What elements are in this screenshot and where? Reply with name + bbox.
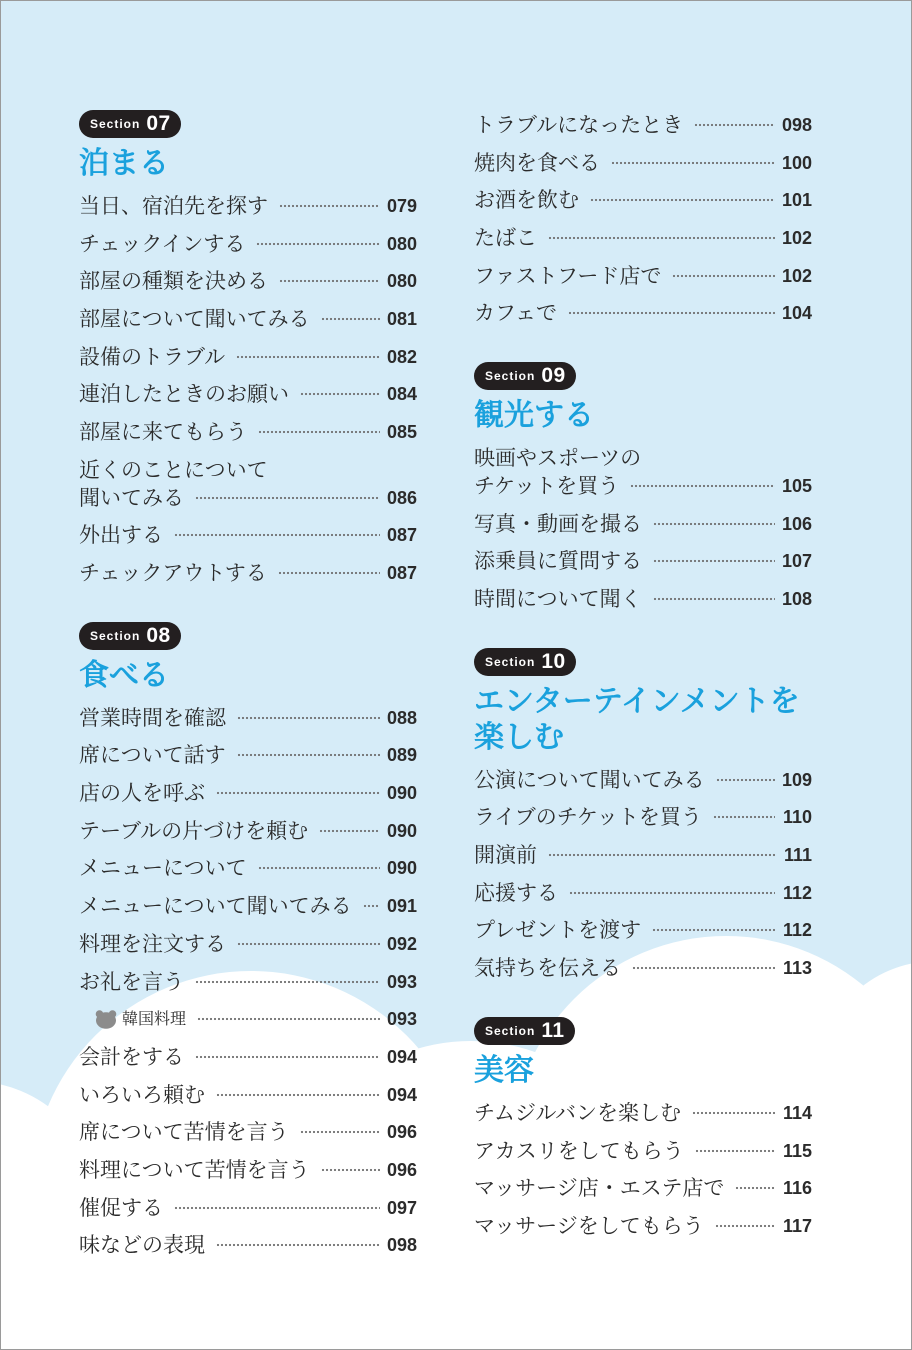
toc-entry-text: 設備のトラブル bbox=[79, 344, 226, 369]
page-number: 117 bbox=[782, 1215, 812, 1236]
dot-leader bbox=[321, 1168, 380, 1172]
toc-entry-text: 料理を注文する bbox=[79, 931, 226, 956]
dot-leader bbox=[692, 1111, 775, 1115]
toc-entry-text: 気持ちを伝える bbox=[474, 956, 621, 981]
toc-entry bbox=[79, 925, 417, 963]
toc-entry-line bbox=[474, 766, 812, 794]
toc-entry-text: 店の人を呼ぶ bbox=[79, 781, 205, 806]
section-badge-label: Section bbox=[485, 654, 536, 669]
page-number: 079 bbox=[386, 195, 417, 216]
toc-entry-line bbox=[79, 1194, 417, 1222]
page-number: 089 bbox=[386, 745, 417, 766]
toc-entry-line bbox=[474, 472, 812, 500]
toc-entry-text: 会計をする bbox=[79, 1044, 184, 1069]
toc-entry-text: 席について話す bbox=[79, 743, 226, 768]
dot-leader bbox=[216, 791, 380, 795]
page-number: 098 bbox=[781, 114, 812, 135]
dot-leader bbox=[653, 522, 775, 526]
toc-entry-line bbox=[474, 262, 812, 290]
dot-leader bbox=[279, 204, 380, 208]
section-badge bbox=[474, 648, 576, 676]
toc-left-column bbox=[79, 110, 417, 1264]
dot-leader bbox=[653, 559, 775, 563]
toc-entry-text: カフェで bbox=[474, 301, 557, 326]
page-number: 115 bbox=[782, 1140, 812, 1161]
toc-entry-text: 味などの表現 bbox=[79, 1233, 205, 1258]
section-badge-number: 10 bbox=[541, 649, 566, 673]
toc-entry-text: ライブのチケットを買う bbox=[474, 805, 702, 830]
dot-leader bbox=[216, 1093, 380, 1097]
toc-entry-line bbox=[474, 1174, 812, 1202]
toc-entry bbox=[79, 812, 417, 850]
toc-entry-line bbox=[474, 444, 812, 472]
toc-entry bbox=[474, 761, 812, 799]
toc-section bbox=[474, 1017, 812, 1245]
section-badge-number: 08 bbox=[146, 623, 171, 647]
toc-entry-line bbox=[79, 1231, 417, 1259]
section-badge-label: Section bbox=[90, 117, 141, 131]
toc-entry bbox=[474, 799, 812, 837]
section-title-line: 美容 bbox=[474, 1053, 534, 1088]
dot-leader bbox=[174, 1206, 380, 1210]
toc-entry bbox=[79, 262, 417, 300]
dot-leader bbox=[363, 904, 380, 908]
section-badge-number: 07 bbox=[146, 112, 171, 135]
section-title bbox=[474, 1053, 812, 1089]
dot-leader bbox=[632, 966, 775, 970]
section-badge bbox=[79, 110, 181, 138]
dot-leader bbox=[300, 392, 380, 396]
section-title-line: 観光する bbox=[474, 398, 594, 434]
toc-entry-text: 外出する bbox=[79, 523, 163, 548]
page-number: 087 bbox=[386, 525, 417, 546]
section-title-line: エンターテインメントを bbox=[474, 683, 800, 719]
toc-entry bbox=[79, 774, 417, 812]
toc-entry-text: 焼肉を食べる bbox=[474, 150, 600, 175]
toc-entry-text: アカスリをしてもらう bbox=[474, 1138, 684, 1163]
toc-entry bbox=[79, 187, 417, 225]
dot-leader bbox=[548, 236, 775, 240]
toc-entry bbox=[79, 300, 417, 338]
toc-entry-line bbox=[79, 968, 417, 996]
dot-leader bbox=[568, 311, 775, 315]
toc-entry bbox=[79, 1227, 417, 1265]
toc-entry bbox=[79, 963, 417, 1001]
toc-entry-line bbox=[79, 854, 417, 882]
section-title bbox=[474, 684, 812, 756]
toc-entry-text: 公演について聞いてみる bbox=[474, 767, 705, 792]
dot-leader bbox=[258, 866, 380, 870]
dot-leader bbox=[652, 928, 775, 932]
page-number: 088 bbox=[386, 707, 417, 728]
dot-leader bbox=[548, 853, 775, 857]
toc-entry-line bbox=[79, 930, 417, 958]
section-badge-label: Section bbox=[485, 369, 536, 384]
toc-entry bbox=[474, 580, 812, 618]
dot-leader bbox=[319, 829, 380, 833]
toc-entry bbox=[474, 106, 812, 144]
toc-entry bbox=[474, 1132, 812, 1170]
toc-entry bbox=[79, 338, 417, 376]
toc-entry-line bbox=[474, 149, 812, 177]
toc-entry bbox=[79, 413, 417, 451]
toc-entry-text: 添乗員に質問する bbox=[474, 549, 642, 574]
toc-entry-line bbox=[79, 1005, 417, 1033]
toc-entry-line bbox=[474, 111, 812, 139]
dot-leader bbox=[716, 778, 775, 782]
toc-entry-text: 開演前 bbox=[474, 843, 537, 868]
dot-leader bbox=[695, 1149, 775, 1153]
toc-entry-text: 催促する bbox=[79, 1195, 163, 1220]
section-badge-label: Section bbox=[90, 628, 141, 643]
toc-entry bbox=[474, 874, 812, 912]
toc-entry bbox=[79, 554, 417, 592]
toc-entry bbox=[79, 850, 417, 888]
section-badge bbox=[474, 362, 576, 390]
page-number: 110 bbox=[782, 807, 812, 828]
page-number: 114 bbox=[782, 1102, 812, 1123]
toc-entry-text: メニューについて bbox=[79, 856, 247, 881]
toc-entry-text: テーブルの片づけを頼む bbox=[79, 818, 309, 843]
toc-entry-line bbox=[79, 741, 417, 769]
page-number: 093 bbox=[386, 1009, 417, 1030]
toc-sub-entry bbox=[79, 1000, 417, 1038]
toc-right-column bbox=[474, 106, 812, 1245]
dot-leader bbox=[279, 279, 380, 283]
toc-entry-line bbox=[79, 559, 417, 587]
page-number: 090 bbox=[386, 858, 417, 879]
dot-leader bbox=[611, 161, 775, 165]
toc-entry bbox=[79, 737, 417, 775]
toc-entry-line bbox=[474, 547, 812, 575]
page-number: 082 bbox=[386, 346, 417, 367]
dot-leader bbox=[195, 1055, 380, 1059]
dot-leader bbox=[735, 1186, 775, 1190]
toc-entry bbox=[79, 375, 417, 413]
toc-entry-line bbox=[474, 224, 812, 252]
dot-leader bbox=[174, 533, 380, 537]
section-title-line: 楽しむ bbox=[474, 719, 564, 755]
dot-leader bbox=[236, 355, 380, 359]
dot-leader bbox=[197, 1017, 380, 1021]
toc-entry-line bbox=[474, 299, 812, 327]
toc-entry-text: 席について苦情を言う bbox=[79, 1120, 289, 1145]
toc-entry-text: ファストフード店で bbox=[474, 263, 662, 288]
toc-entry-line bbox=[474, 1099, 812, 1127]
section-badge bbox=[474, 1017, 575, 1045]
toc-entry-text: 韓国料理 bbox=[122, 1009, 187, 1029]
toc-entry bbox=[474, 1094, 812, 1132]
section-badge bbox=[79, 622, 181, 650]
page-number: 090 bbox=[386, 783, 417, 804]
toc-entry-line bbox=[474, 954, 812, 982]
page-number: 112 bbox=[782, 882, 812, 903]
toc-entry-text: 写真・動画を撮る bbox=[474, 511, 642, 536]
page-number: 080 bbox=[386, 271, 417, 292]
dot-leader bbox=[237, 942, 380, 946]
toc-entry-text: トラブルになったとき bbox=[474, 112, 684, 137]
section-title bbox=[474, 398, 812, 434]
toc-entry-text: チェックインする bbox=[79, 231, 246, 256]
toc-entry bbox=[474, 144, 812, 182]
toc-entry bbox=[79, 699, 417, 737]
toc-entry-text: 料理について苦情を言う bbox=[79, 1157, 310, 1182]
toc-entry-text: 連泊したときのお願い bbox=[79, 382, 289, 407]
page-number: 106 bbox=[781, 513, 812, 534]
dot-leader bbox=[630, 484, 775, 488]
dot-leader bbox=[258, 430, 380, 434]
toc-entry-text: メニューについて聞いてみる bbox=[79, 894, 352, 919]
toc-entry-line bbox=[79, 1118, 417, 1146]
toc-entry-line bbox=[79, 267, 417, 295]
page-number: 116 bbox=[782, 1178, 812, 1199]
toc-entry-line bbox=[474, 186, 812, 214]
bear-icon bbox=[95, 1005, 117, 1033]
section-title-line: 食べる bbox=[79, 657, 169, 693]
page-number: 100 bbox=[781, 152, 812, 173]
toc-entry bbox=[79, 451, 417, 517]
toc-entry-text: 映画やスポーツの bbox=[474, 445, 642, 470]
toc-entry bbox=[474, 181, 812, 219]
dot-leader bbox=[237, 753, 380, 757]
toc-entry-line bbox=[79, 305, 417, 333]
dot-leader bbox=[256, 242, 380, 246]
page-number: 102 bbox=[781, 227, 812, 248]
section-title bbox=[79, 658, 417, 694]
toc-entry bbox=[474, 1207, 812, 1245]
dot-leader bbox=[569, 891, 775, 895]
page-number: 112 bbox=[782, 920, 812, 941]
toc-entry bbox=[474, 1169, 812, 1207]
section-badge-number: 11 bbox=[541, 1019, 565, 1042]
toc-entry bbox=[79, 1151, 417, 1189]
toc-section bbox=[79, 622, 417, 1264]
page-number: 111 bbox=[783, 845, 812, 866]
toc-entry bbox=[79, 1076, 417, 1114]
toc-entry-text: いろいろ頼む bbox=[79, 1082, 205, 1107]
toc-entry-line bbox=[79, 521, 417, 549]
toc-entry-text: 時間について聞く bbox=[474, 587, 642, 612]
toc-entry-text: 営業時間を確認 bbox=[79, 705, 226, 730]
toc-entry-line bbox=[474, 879, 812, 907]
page-number: 113 bbox=[782, 958, 812, 979]
page-number: 096 bbox=[386, 1159, 417, 1180]
toc-entry-text: チケットを買う bbox=[474, 473, 620, 498]
dot-leader bbox=[653, 597, 775, 601]
toc-entry-text: マッサージ店・エステ店で bbox=[474, 1176, 725, 1201]
toc-entry-text: 当日、宿泊先を探す bbox=[79, 193, 268, 218]
toc-entry-text: たばこ bbox=[474, 225, 537, 250]
toc-entry-text: お礼を言う bbox=[79, 969, 184, 994]
toc-entry-text: チムジルバンを楽しむ bbox=[474, 1100, 681, 1125]
dot-leader bbox=[216, 1243, 380, 1247]
toc-entry bbox=[79, 887, 417, 925]
page-number: 090 bbox=[386, 820, 417, 841]
page-number: 107 bbox=[781, 551, 812, 572]
page-number: 086 bbox=[386, 487, 417, 508]
toc-section bbox=[474, 106, 812, 332]
toc-entry bbox=[474, 543, 812, 581]
toc-entry-line bbox=[474, 841, 812, 869]
toc-section bbox=[474, 648, 812, 987]
section-title-line: 泊まる bbox=[79, 146, 169, 181]
dot-leader bbox=[195, 980, 380, 984]
toc-entry-text: 部屋に来てもらう bbox=[79, 419, 247, 444]
page-number: 104 bbox=[781, 303, 812, 324]
toc-entry-text: 応援する bbox=[474, 880, 558, 905]
page-number: 098 bbox=[386, 1235, 417, 1256]
page-number: 087 bbox=[386, 563, 417, 584]
toc-entry-line bbox=[79, 418, 417, 446]
dot-leader bbox=[672, 274, 775, 278]
page-number: 094 bbox=[386, 1084, 417, 1105]
toc-entry-line bbox=[79, 1156, 417, 1184]
toc-entry-line bbox=[79, 704, 417, 732]
toc-entry bbox=[79, 1038, 417, 1076]
toc-entry-text: 部屋の種類を決める bbox=[79, 269, 268, 294]
toc-entry-line bbox=[79, 779, 417, 807]
toc-entry bbox=[474, 257, 812, 295]
toc-entry-line bbox=[474, 916, 812, 944]
toc-entry-line bbox=[79, 1081, 417, 1109]
toc-entry-line bbox=[79, 192, 417, 220]
toc-entry bbox=[474, 949, 812, 987]
toc-entry-line bbox=[474, 510, 812, 538]
toc-entry-text: プレゼントを渡す bbox=[474, 918, 642, 943]
toc-entry-line bbox=[79, 892, 417, 920]
toc-entry-line bbox=[79, 456, 417, 484]
toc-entry-line bbox=[79, 380, 417, 408]
page-number: 091 bbox=[386, 896, 417, 917]
toc-entry-text: 部屋について聞いてみる bbox=[79, 306, 310, 331]
page-number: 109 bbox=[781, 769, 812, 790]
toc-entry-line bbox=[474, 803, 812, 831]
toc-entry-line bbox=[474, 1212, 812, 1240]
page-number: 101 bbox=[781, 190, 812, 211]
page-number: 081 bbox=[386, 308, 417, 329]
toc-section bbox=[474, 362, 812, 618]
section-badge-number: 09 bbox=[541, 364, 566, 388]
toc-entry-line bbox=[474, 585, 812, 613]
page-number: 096 bbox=[386, 1122, 417, 1143]
dot-leader bbox=[694, 123, 775, 127]
dot-leader bbox=[590, 198, 775, 202]
toc-entry bbox=[79, 517, 417, 555]
page-number: 085 bbox=[386, 421, 417, 442]
toc-entry-line bbox=[79, 1043, 417, 1071]
toc-entry bbox=[474, 912, 812, 950]
page-number: 102 bbox=[781, 265, 812, 286]
page-number: 097 bbox=[386, 1197, 417, 1218]
dot-leader bbox=[278, 571, 380, 575]
toc-entry bbox=[474, 294, 812, 332]
dot-leader bbox=[715, 1224, 775, 1228]
dot-leader bbox=[321, 317, 380, 321]
toc-entry bbox=[79, 1113, 417, 1151]
toc-entry bbox=[474, 836, 812, 874]
toc-entry bbox=[474, 439, 812, 505]
toc-entry-text: チェックアウトする bbox=[79, 561, 267, 586]
toc-entry-line bbox=[79, 343, 417, 371]
page-number: 080 bbox=[386, 233, 417, 254]
toc-entry bbox=[79, 225, 417, 263]
toc-entry-line bbox=[474, 1137, 812, 1165]
page-number: 094 bbox=[386, 1046, 417, 1067]
toc-entry-line bbox=[79, 817, 417, 845]
section-title bbox=[79, 146, 417, 182]
toc-entry-text: マッサージをしてもらう bbox=[474, 1213, 704, 1238]
toc-entry-line bbox=[79, 230, 417, 258]
toc-section bbox=[79, 110, 417, 592]
toc-entry bbox=[474, 505, 812, 543]
toc-entry-line bbox=[79, 484, 417, 512]
page-number: 092 bbox=[386, 933, 417, 954]
toc-entry bbox=[79, 1189, 417, 1227]
dot-leader bbox=[713, 815, 775, 819]
dot-leader bbox=[300, 1130, 380, 1134]
dot-leader bbox=[237, 716, 380, 720]
page-number: 084 bbox=[386, 384, 417, 405]
dot-leader bbox=[195, 496, 380, 500]
page-number: 105 bbox=[781, 475, 812, 496]
page-number: 108 bbox=[781, 589, 812, 610]
toc-entry-text: お酒を飲む bbox=[474, 188, 579, 213]
toc-entry-text: 近くのことについて bbox=[79, 457, 268, 482]
page-number: 093 bbox=[386, 971, 417, 992]
toc-entry-text: 聞いてみる bbox=[79, 485, 184, 510]
toc-entry bbox=[474, 219, 812, 257]
section-badge-label: Section bbox=[485, 1024, 536, 1038]
